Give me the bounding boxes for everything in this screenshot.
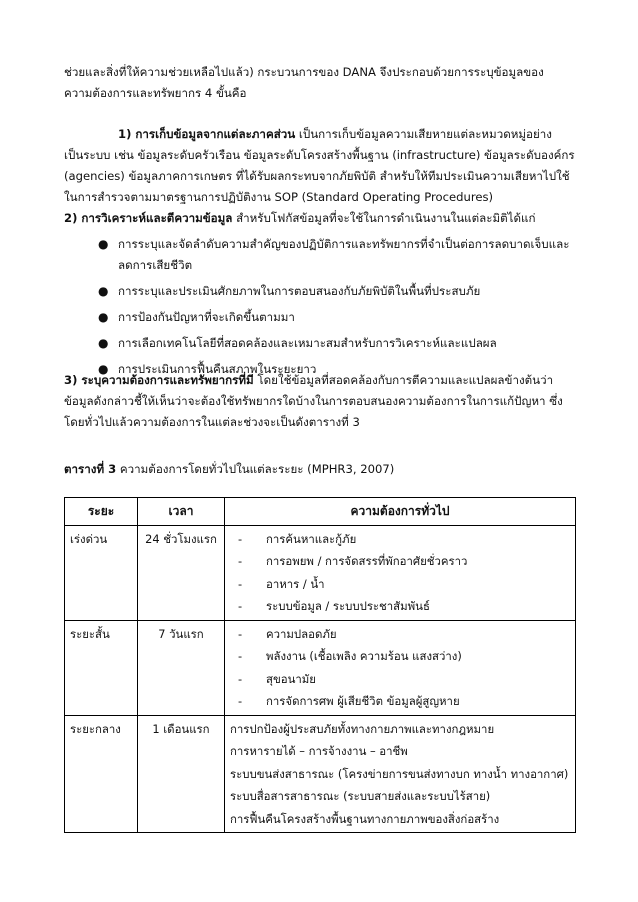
needs-table [64, 497, 576, 833]
step2-rest: สำหรับโฟกัสข้อมูลที่จะใช้ในการดำเนินงานในแต่ละมิติได้แก่ [232, 211, 536, 225]
intro-paragraph [64, 62, 576, 104]
header-needs: ความต้องการทั่วไป [225, 498, 576, 526]
dash-marker: - [238, 671, 243, 686]
step1-first-line [64, 124, 576, 145]
text-line: ช่วยและสิ่งที่ให้ความช่วยเหลือไปแล้ว) กระบวนการของ DANA จึงประกอบด้วยการระบุข้อมูลของ [64, 65, 544, 79]
bullet-text: การระบุและจัดลำดับความสำคัญของปฏิบัติการและทรัพยากรที่จำเป็นต่อการลดบาดเจ็บและ [118, 237, 570, 251]
table-row [65, 715, 576, 833]
step1-paragraph [64, 124, 576, 208]
phase-cell: ระยะสั้น [65, 620, 138, 715]
step3-paragraph [64, 370, 576, 433]
dash-marker: - [238, 626, 243, 641]
table-row [65, 525, 576, 620]
time-cell: 1 เดือนแรก [138, 715, 225, 833]
needs-list [230, 528, 570, 618]
need-item: การปกป้องผู้ประสบภัยทั้งทางกายภาพและทางกฎหมาย [230, 721, 495, 736]
bullet-item [64, 234, 576, 276]
text-line: ในการสำรวจตามมาตรฐานการปฏิบัติงาน SOP (Standard Operating Procedures) [64, 190, 494, 204]
table-caption [64, 461, 394, 479]
need-item: การฟื้นคืนโครงสร้างพื้นฐานทางกายภาพของสิ่งก่อสร้าง [230, 811, 500, 826]
bullet-text: การประเมินการฟื้นคืนสภาพในระยะยาว [118, 362, 317, 376]
need-text: การอพยพ / การจัดสรรที่พักอาศัยชั่วคราว [266, 554, 468, 568]
text-line: โดยทั่วไปแล้วความต้องการในแต่ละช่วงจะเป็นดังตารางที่ 3 [64, 415, 360, 429]
need-text: ระบบข้อมูล / ระบบประชาสัมพันธ์ [266, 599, 430, 613]
need-item [238, 645, 570, 668]
text-line: (agencies) ข้อมูลภาคการเกษตร ที่ได้รับผลกระทบจากภัยพิบัติ สำหรับให้ทีมประเมินความเสียหาไปใช้ [64, 169, 570, 183]
needs-cell [225, 620, 576, 715]
header-phase: ระยะ [65, 498, 138, 526]
table-header-row [65, 498, 576, 526]
bullet-icon: ● [98, 362, 109, 376]
dash-marker: - [238, 599, 243, 613]
bullet-icon: ● [98, 284, 109, 298]
table-row [65, 620, 576, 715]
dash-marker: - [238, 531, 243, 546]
need-text: อาหาร / น้ำ [266, 576, 325, 591]
need-item [238, 573, 570, 596]
bullet-item [64, 281, 576, 302]
table-caption-label: ตารางที่ 3 [64, 462, 117, 476]
needs-list [230, 718, 570, 831]
need-item: ระบบขนส่งสาธารณะ (โครงข่ายการขนส่งทางบก ทางน้ำ ทางอากาศ) [230, 766, 569, 781]
bullet-text: การระบุและประเมินศักยภาพในการตอบสนองกับภัยพิบัติในพื้นที่ประสบภัย [118, 284, 481, 298]
step3-first-line [64, 370, 576, 391]
dash-marker: - [238, 649, 243, 663]
bullet-item [64, 333, 576, 354]
need-item [238, 595, 570, 618]
step1-heading: 1) การเก็บข้อมูลจากแต่ละภาคส่วน [118, 127, 296, 141]
need-item [238, 550, 570, 573]
bullet-text: ลดการเสียชีวิต [118, 258, 193, 272]
need-item: ระบบสื่อสารสาธารณะ (ระบบสายส่งและระบบไร้สาย) [230, 789, 491, 803]
need-item [238, 668, 570, 691]
dash-marker: - [238, 694, 243, 708]
need-item [238, 690, 570, 713]
need-text: การจัดการศพ ผู้เสียชีวิต ข้อมูลผู้สูญหาย [266, 694, 460, 708]
need-item [238, 528, 570, 551]
bullet-item [64, 307, 576, 328]
phase-cell: ระยะกลาง [65, 715, 138, 833]
need-text: สุขอนามัย [266, 671, 316, 686]
need-item [238, 623, 570, 646]
analysis-bullet-list [64, 234, 576, 385]
needs-cell [225, 525, 576, 620]
text-line: เป็นระบบ เช่น ข้อมูลระดับครัวเรือน ข้อมูลระดับโครงสร้างพื้นฐาน (infrastructure) ข้อมูลระดับองค์กร [64, 148, 575, 162]
need-text: ความปลอดภัย [266, 626, 337, 641]
bullet-text: การป้องกันปัญหาที่จะเกิดขึ้นตามมา [118, 310, 295, 324]
needs-list [230, 623, 570, 713]
table-caption-text: ความต้องการโดยทั่วไปในแต่ละระยะ (MPHR3, 2007) [116, 462, 395, 476]
bullet-icon: ● [98, 310, 109, 324]
need-item: การหารายได้ – การจ้างงาน – อาชีพ [230, 744, 408, 758]
need-text: การค้นหาและกู้ภัย [266, 531, 357, 546]
dash-marker: - [238, 576, 243, 591]
text-line: ข้อมูลดังกล่าวชี้ให้เห็นว่าจะต้องใช้ทรัพยากรใดบ้างในการตอบสนองความต้องการในการแก้ปัญหา ซึ่ง [64, 394, 563, 408]
step3-heading: 3) ระบุความต้องการและทรัพยากรที่มี [64, 373, 254, 387]
phase-cell: เร่งด่วน [65, 525, 138, 620]
dash-marker: - [238, 554, 243, 568]
bullet-icon: ● [98, 237, 109, 251]
step2-line [64, 208, 576, 229]
need-text: พลังงาน (เชื้อเพลิง ความร้อน แสงสว่าง) [266, 649, 462, 663]
bullet-text: การเลือกเทคโนโลยีที่สอดคล้องและเหมาะสมสำหรับการวิเคราะห์และแปลผล [118, 336, 497, 350]
header-time: เวลา [138, 498, 225, 526]
bullet-icon: ● [98, 336, 109, 350]
step3-first-line-rest: โดยใช้ข้อมูลที่สอดคล้องกับการตีความและแปลผลข้างต้นว่า [253, 373, 554, 387]
time-cell: 7 วันแรก [138, 620, 225, 715]
needs-cell [225, 715, 576, 833]
step1-first-line-rest: เป็นการเก็บข้อมูลความเสียหายแต่ละหมวดหมู่อย่าง [295, 127, 552, 141]
step2-heading: 2) การวิเคราะห์และตีความข้อมูล [64, 211, 233, 225]
step2-paragraph [64, 208, 576, 229]
text-line: ความต้องการและทรัพยากร 4 ขั้นคือ [64, 86, 247, 100]
time-cell: 24 ชั่วโมงแรก [138, 525, 225, 620]
